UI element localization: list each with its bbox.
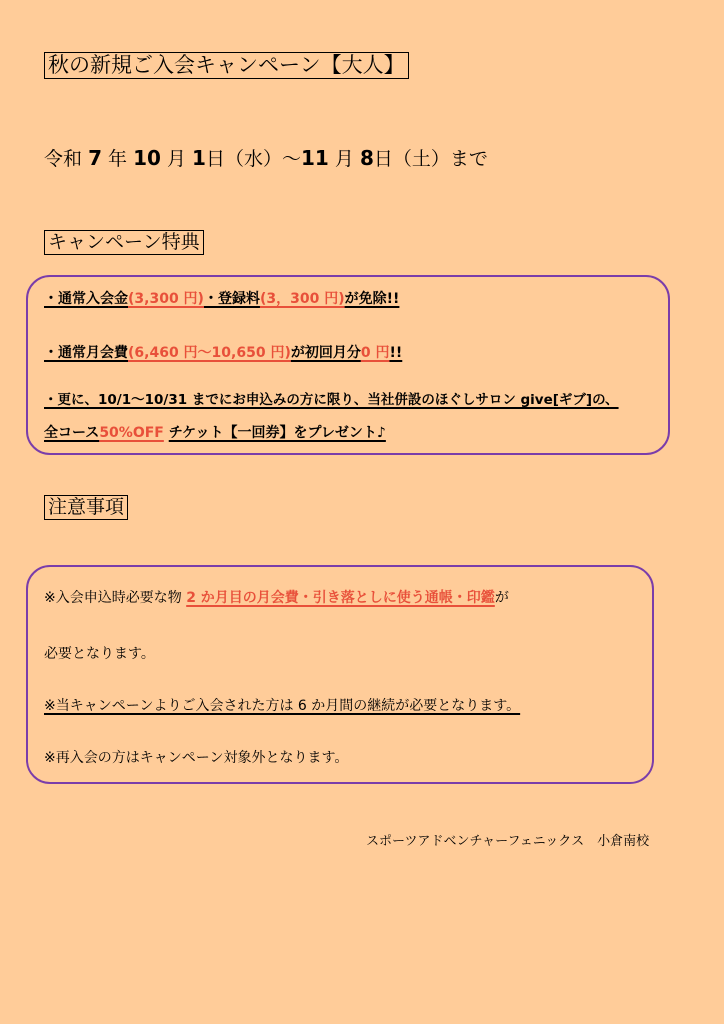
- period-text: 令和: [44, 148, 83, 170]
- note-line-4: ※再入会の方はキャンペーン対象外となります。: [44, 750, 349, 766]
- benefit-highlight: 0 円: [360, 345, 390, 361]
- benefit-text: が初回月分: [290, 345, 361, 361]
- note-line-2: 必要となります。: [44, 646, 155, 662]
- page-title: 秋の新規ご入会キャンペーン【大人】: [44, 52, 409, 79]
- period-text: 月: [166, 148, 186, 170]
- benefit-text: ・通常入会金: [44, 291, 128, 307]
- benefits-box: [26, 275, 670, 455]
- notes-heading: 注意事項: [44, 495, 128, 520]
- period-text: 日（水）〜: [205, 148, 301, 170]
- note-text: ※入会申込時必要な物: [44, 590, 182, 606]
- benefits-heading: キャンペーン特典: [44, 230, 204, 255]
- benefit-line-1: [44, 288, 399, 308]
- note-line-3: ※当キャンペーンよりご入会された方は 6 か月間の継続が必要となります。: [44, 698, 521, 714]
- benefit-text: !!: [389, 345, 403, 361]
- benefit-text: チケット【一回券】をプレゼント♪: [168, 425, 386, 441]
- note-highlight: 2 か月目の月会費・引き落としに使う通帳・印鑑: [186, 590, 495, 606]
- notes-box: [26, 565, 654, 784]
- benefit-highlight: (3,300 円): [128, 291, 204, 307]
- benefit-line-3: ・更に、10/1〜10/31 までにお申込みの方に限り、当社併設のほぐしサロン give[ギブ]の、: [44, 392, 619, 408]
- period-number: 10: [133, 146, 161, 170]
- footer-organization: スポーツアドベンチャーフェニックス 小倉南校: [366, 834, 650, 849]
- benefit-text: ・登録料: [203, 291, 260, 307]
- benefit-text: が免除!!: [344, 291, 400, 307]
- period-number: 1: [192, 146, 206, 170]
- period-text: 月: [334, 148, 354, 170]
- benefit-line-4: [44, 422, 386, 442]
- period-text: 日（土）まで: [373, 148, 488, 170]
- campaign-period: [44, 144, 488, 171]
- benefit-text: 全コース: [44, 425, 100, 441]
- period-number: 8: [359, 146, 374, 170]
- benefit-highlight: (3，300 円): [259, 291, 345, 307]
- benefit-highlight: 50%OFF: [99, 425, 164, 441]
- note-line-1: [44, 587, 509, 607]
- period-text: 年: [108, 148, 128, 170]
- benefit-line-2: [44, 342, 402, 362]
- period-number: 11: [300, 146, 329, 170]
- benefit-text: ・通常月会費: [44, 345, 128, 361]
- note-text: が: [494, 590, 509, 606]
- period-number: 7: [88, 146, 102, 170]
- benefit-highlight: (6,460 円〜10,650 円): [128, 345, 291, 361]
